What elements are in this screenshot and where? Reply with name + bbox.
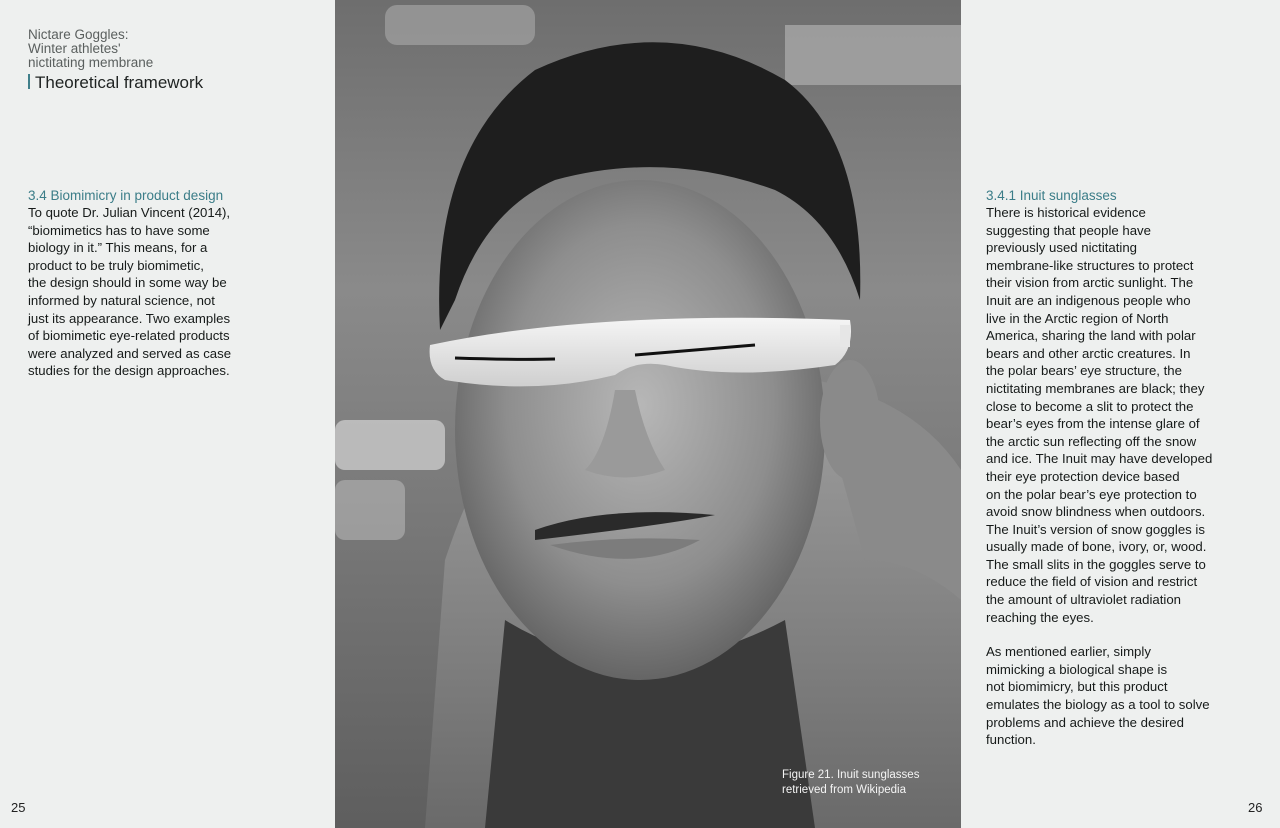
header-title-line-2: Winter athletes' — [28, 41, 121, 56]
left-page — [0, 0, 335, 828]
inuit-portrait-image — [335, 0, 961, 828]
section-title — [28, 73, 318, 93]
right-body-paragraph-2: As mentioned earlier, simply mimicking a biological shape is not biomimicry, but this product emulates the biology as a tool to solve problems and achieve the desired function. — [986, 644, 1210, 748]
page-number-right: 26 — [1248, 800, 1263, 815]
figure-caption: Figure 21. Inuit sunglasses retrieved from Wikipedia — [782, 769, 920, 796]
section-title-text: Theoretical framework — [35, 73, 204, 92]
section-heading-3-4: 3.4 Biomimicry in product design — [28, 188, 224, 203]
header-title-line-3: nictitating membrane — [28, 55, 154, 70]
right-body-paragraph-1: There is historical evidence suggesting that people have previously used nictitating membrane-like structures to protect their vision from arctic sunlight. The Inuit are an indigenous people who live in the Arctic region of North America, sharing the land with polar bears and other arctic creatures. In the polar bears’ eye structure, the nictitating membranes are black; they close to become a slit to protect the bear’s eyes from the intense glare of the arctic sun reflecting off the snow and ice. The Inuit may have developed their eye protection device based on the polar bear’s eye protection to avoid snow blindness when outdoors. The Inuit’s version of snow goggles is usually made of bone, ivory, or, wood. The small slits in the goggles serve to reduce the field of vision and restrict the amount of ultraviolet radiation reaching the eyes. — [986, 205, 1213, 625]
header-title-line-1: Nictare Goggles: — [28, 27, 129, 42]
right-text-column — [986, 187, 1276, 749]
section-bar-marker — [28, 74, 30, 89]
figure-photo — [335, 0, 961, 828]
left-body-paragraph: To quote Dr. Julian Vincent (2014), “biomimetics has to have some biology in it.” This means, for a product to be truly biomimetic, the design should in some way be informed by natural science, not just its appearance. Two examples of biomimetic eye-related products were analyzed and served as case studies for the design approaches. — [28, 205, 232, 379]
page-number-left: 25 — [11, 800, 26, 815]
running-header — [28, 28, 318, 93]
left-text-column — [28, 187, 328, 380]
section-heading-3-4-1: 3.4.1 Inuit sunglasses — [986, 188, 1117, 203]
